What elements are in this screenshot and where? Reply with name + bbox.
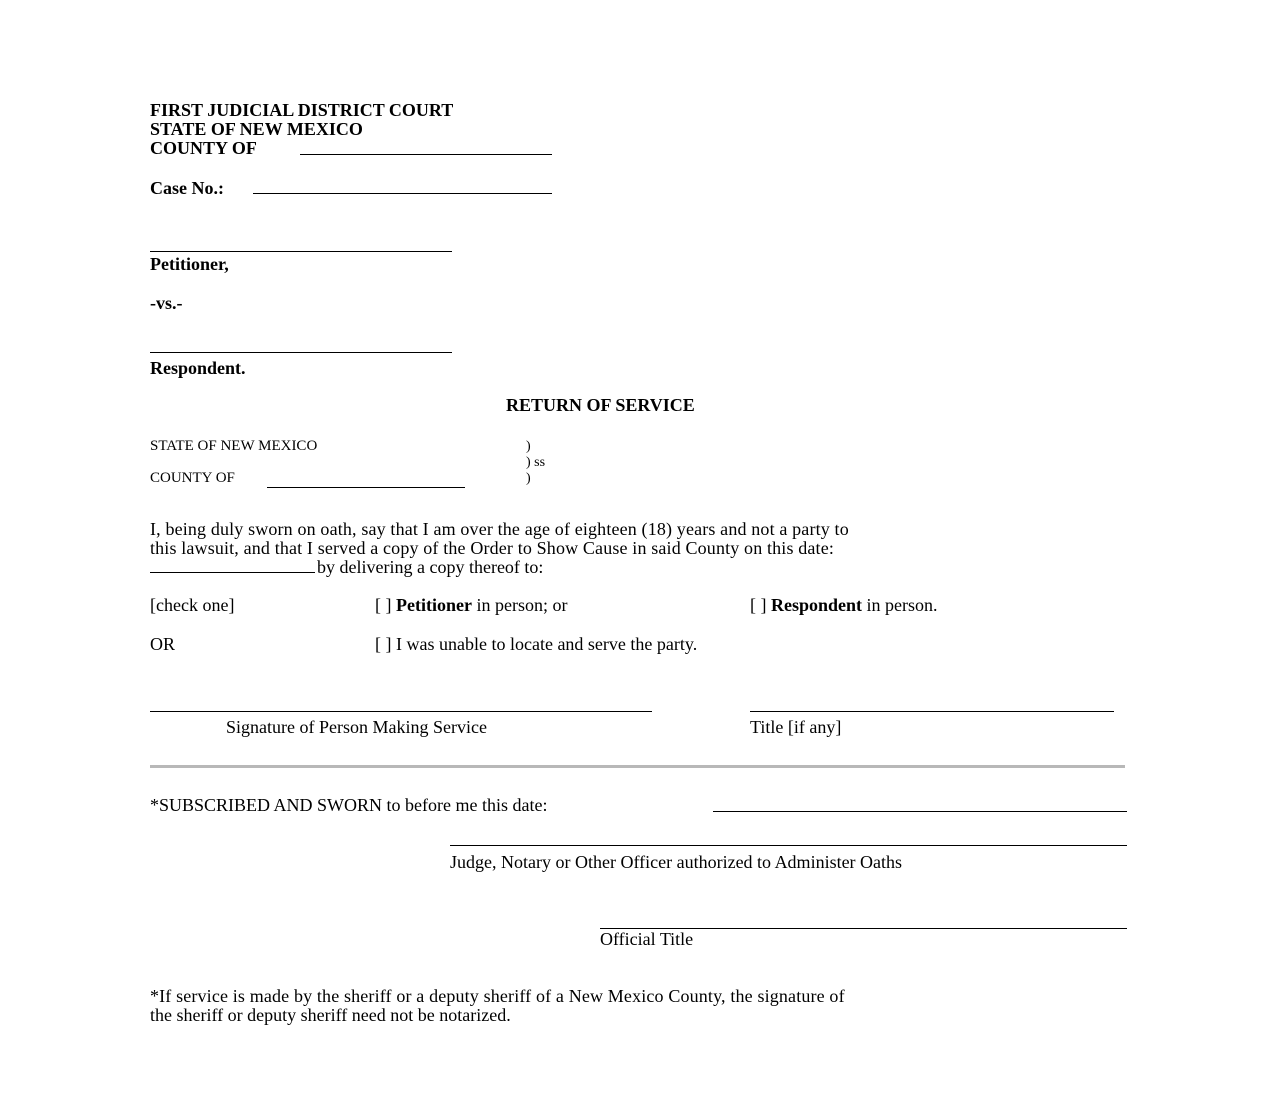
subscribed-sworn-text [150, 796, 548, 814]
respondent-option-party: Respondent [771, 595, 863, 615]
server-signature-label: Signature of Person Making Service [226, 717, 487, 737]
venue-paren-1: ) [526, 439, 531, 454]
document-title: RETURN OF SERVICE [506, 395, 695, 415]
sworn-date-blank[interactable] [713, 811, 1127, 812]
respondent-name-blank[interactable] [150, 352, 452, 353]
case-no-label: Case No.: [150, 178, 224, 198]
server-title-line[interactable] [750, 711, 1114, 712]
service-date-blank[interactable] [150, 572, 315, 573]
subscribed-sworn-prefix: *SUBSCRIBED AND SWORN [150, 795, 383, 815]
respondent-label: Respondent. [150, 358, 246, 378]
versus-label: -vs.- [150, 293, 183, 313]
court-name: FIRST JUDICIAL DISTRICT COURT [150, 100, 454, 120]
respondent-checkbox[interactable]: [ ] [750, 595, 767, 615]
or-label: OR [150, 634, 176, 654]
unable-option-text: I was unable to locate and serve the party. [396, 634, 698, 654]
unable-checkbox[interactable]: [ ] [375, 634, 392, 654]
respondent-option[interactable] [750, 596, 938, 614]
officer-signature-line[interactable] [450, 845, 1127, 846]
court-state: STATE OF NEW MEXICO [150, 119, 363, 139]
venue-county-label: COUNTY OF [150, 470, 235, 486]
venue-county-blank[interactable] [267, 487, 465, 488]
officer-label: Judge, Notary or Other Officer authorized to Administer Oaths [450, 852, 903, 872]
footnote-line-1: *If service is made by the sheriff or a deputy sheriff of a New Mexico County, the signature of [150, 986, 845, 1006]
case-no-blank[interactable] [253, 193, 552, 194]
affidavit-line-2: this lawsuit, and that I served a copy of the Order to Show Cause in said County on this date: [150, 538, 834, 558]
check-one-label: [check one] [150, 595, 235, 615]
court-county-blank[interactable] [300, 154, 552, 155]
section-divider [150, 765, 1125, 768]
petitioner-option-suffix: in person; or [476, 595, 568, 615]
petitioner-option[interactable] [375, 596, 567, 614]
affidavit-line-1: I, being duly sworn on oath, say that I am over the age of eighteen (18) years and not a party to [150, 519, 849, 539]
server-title-label: Title [if any] [750, 717, 842, 737]
court-county-label: COUNTY OF [150, 138, 257, 158]
petitioner-checkbox[interactable]: [ ] [375, 595, 392, 615]
unable-option[interactable] [375, 635, 697, 653]
venue-state: STATE OF NEW MEXICO [150, 438, 318, 454]
venue-paren-ss: ) ss [526, 455, 546, 470]
affidavit-line-3: by delivering a copy thereof to: [317, 557, 544, 577]
footnote-line-2: the sheriff or deputy sheriff need not be notarized. [150, 1005, 511, 1025]
subscribed-sworn-suffix: to before me this date: [386, 795, 548, 815]
petitioner-name-blank[interactable] [150, 251, 452, 252]
respondent-option-suffix: in person. [866, 595, 938, 615]
server-signature-line[interactable] [150, 711, 652, 712]
petitioner-label: Petitioner, [150, 254, 229, 274]
venue-paren-3: ) [526, 471, 531, 486]
petitioner-option-party: Petitioner [396, 595, 472, 615]
official-title-label: Official Title [600, 929, 694, 949]
